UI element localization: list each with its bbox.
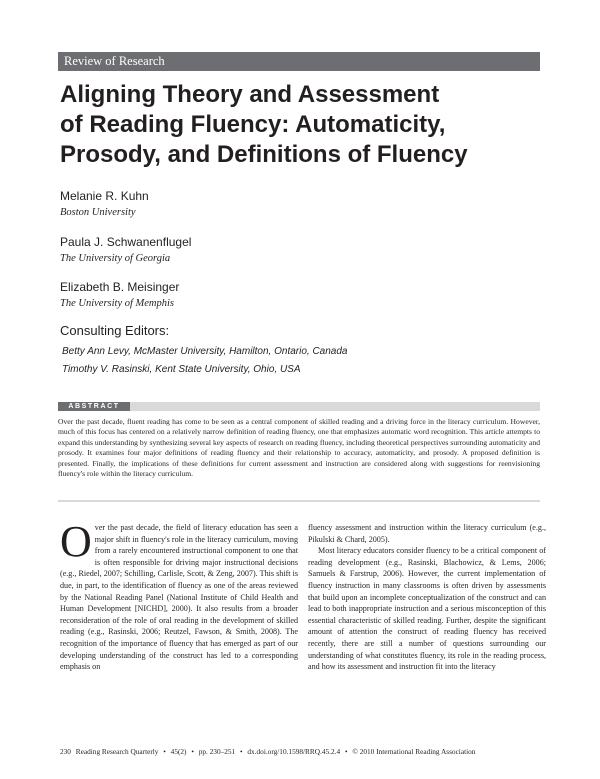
page-number: 230: [60, 747, 71, 756]
copyright: © 2010 International Reading Association: [352, 747, 476, 756]
body-paragraph: fluency assessment and instruction within the literacy curriculum (e.g., Pikulski & Chard, 2005).: [308, 523, 546, 544]
author-affiliation: The University of Georgia: [60, 253, 171, 264]
section-tag: Review of Research: [58, 52, 540, 71]
footer-separator: •: [191, 747, 194, 756]
author-name: Elizabeth B. Meisinger: [60, 280, 180, 294]
footer-separator: •: [163, 747, 166, 756]
body-column-right: [308, 522, 546, 673]
title-line: Prosody, and Definitions of Fluency: [60, 141, 468, 168]
body-paragraph: ver the past decade, the field of literacy education has seen a major shift in fluency's role in the literacy curriculum, moving from a rarely encountered instructional component to one that is often responsible for driving major instructional decisions (e.g., Riedel, 2007; Schilling, Carlisle, Scott, & Zeng, 2007). This shift is due, in part, to the identification of fluency as one of the areas reviewed by the National Reading Panel (National Institute of Child Health and Human Development [NICHD], 2000). It also results from a broader reconsideration of the role of oral reading in the development of skilled reading (e.g., Rasinski, 2006; Reutzel, Fawson, & Smith, 2008). The recognition of the importance of fluency that has emerged as part of our developing understanding of the construct has led to a corresponding emphasis on: [60, 523, 298, 672]
journal-name: Reading Research Quarterly: [75, 747, 159, 756]
issue-number: 45(2): [170, 747, 187, 756]
abstract-text: Over the past decade, fluent reading has come to be seen as a central component of skilled reading and a driving force in the literacy curriculum. However, much of this focus has centered on a relatively narrow definition of reading fluency, one that emphasizes automatic word recognition. This article attempts to expand this understanding by synthesizing several key aspects of research on reading fluency, including theoretical perspectives surrounding automaticity and prosody. It examines four major definitions of reading fluency and their relationship to accuracy, automaticity, and prosody. A proposed definition is presented. Finally, the implications of these definitions for current assessment and instruction are considered along with suggestions for reenvisioning fluency's role within the literacy curriculum.: [58, 417, 540, 479]
author-affiliation: Boston University: [60, 207, 136, 218]
footer-separator: •: [240, 747, 243, 756]
footer-separator: •: [344, 747, 348, 756]
doi-link[interactable]: dx.doi.org/10.1598/RRQ.45.2.4: [247, 747, 341, 756]
article-title: [60, 80, 550, 170]
author-affiliation: The University of Memphis: [60, 298, 175, 309]
page-range: pp. 230–251: [198, 747, 236, 756]
body-column-left: [60, 517, 298, 673]
drop-cap: O: [60, 517, 92, 566]
page-footer: [60, 747, 550, 756]
consulting-editor: Betty Ann Levy, McMaster University, Hamilton, Ontario, Canada: [62, 346, 348, 357]
title-line: Aligning Theory and Assessment: [60, 81, 440, 108]
abstract-rule: [58, 402, 540, 411]
author-name: Melanie R. Kuhn: [60, 189, 149, 203]
author-name: Paula J. Schwanenflugel: [60, 235, 192, 249]
consulting-editors-heading: Consulting Editors:: [60, 323, 170, 338]
abstract-label: ABSTRACT: [58, 402, 130, 411]
title-line: of Reading Fluency: Automaticity,: [60, 111, 446, 138]
abstract-bottom-rule: [58, 500, 540, 502]
consulting-editor: Timothy V. Rasinski, Kent State University, Ohio, USA: [62, 364, 301, 375]
body-paragraph: Most literacy educators consider fluency to be a critical component of reading development (e.g., Rasinski, Blachowicz, & Lems, 2006; Samuels & Farstrup, 2006). However, the current implementation of fluency instruction in many classrooms is often driven by assessments that build upon an incomplete conceptualization of the construct and can lead to both inappropriate instruction and a serious misconception of this essential characteristic of skilled reading. Further, despite the significant amount of attention the construct of reading fluency has received recently, there are still a number of questions surrounding our understanding of what constitutes fluency, its role in the reading process, and how its assessment and instruction fit into the literacy: [308, 546, 546, 672]
